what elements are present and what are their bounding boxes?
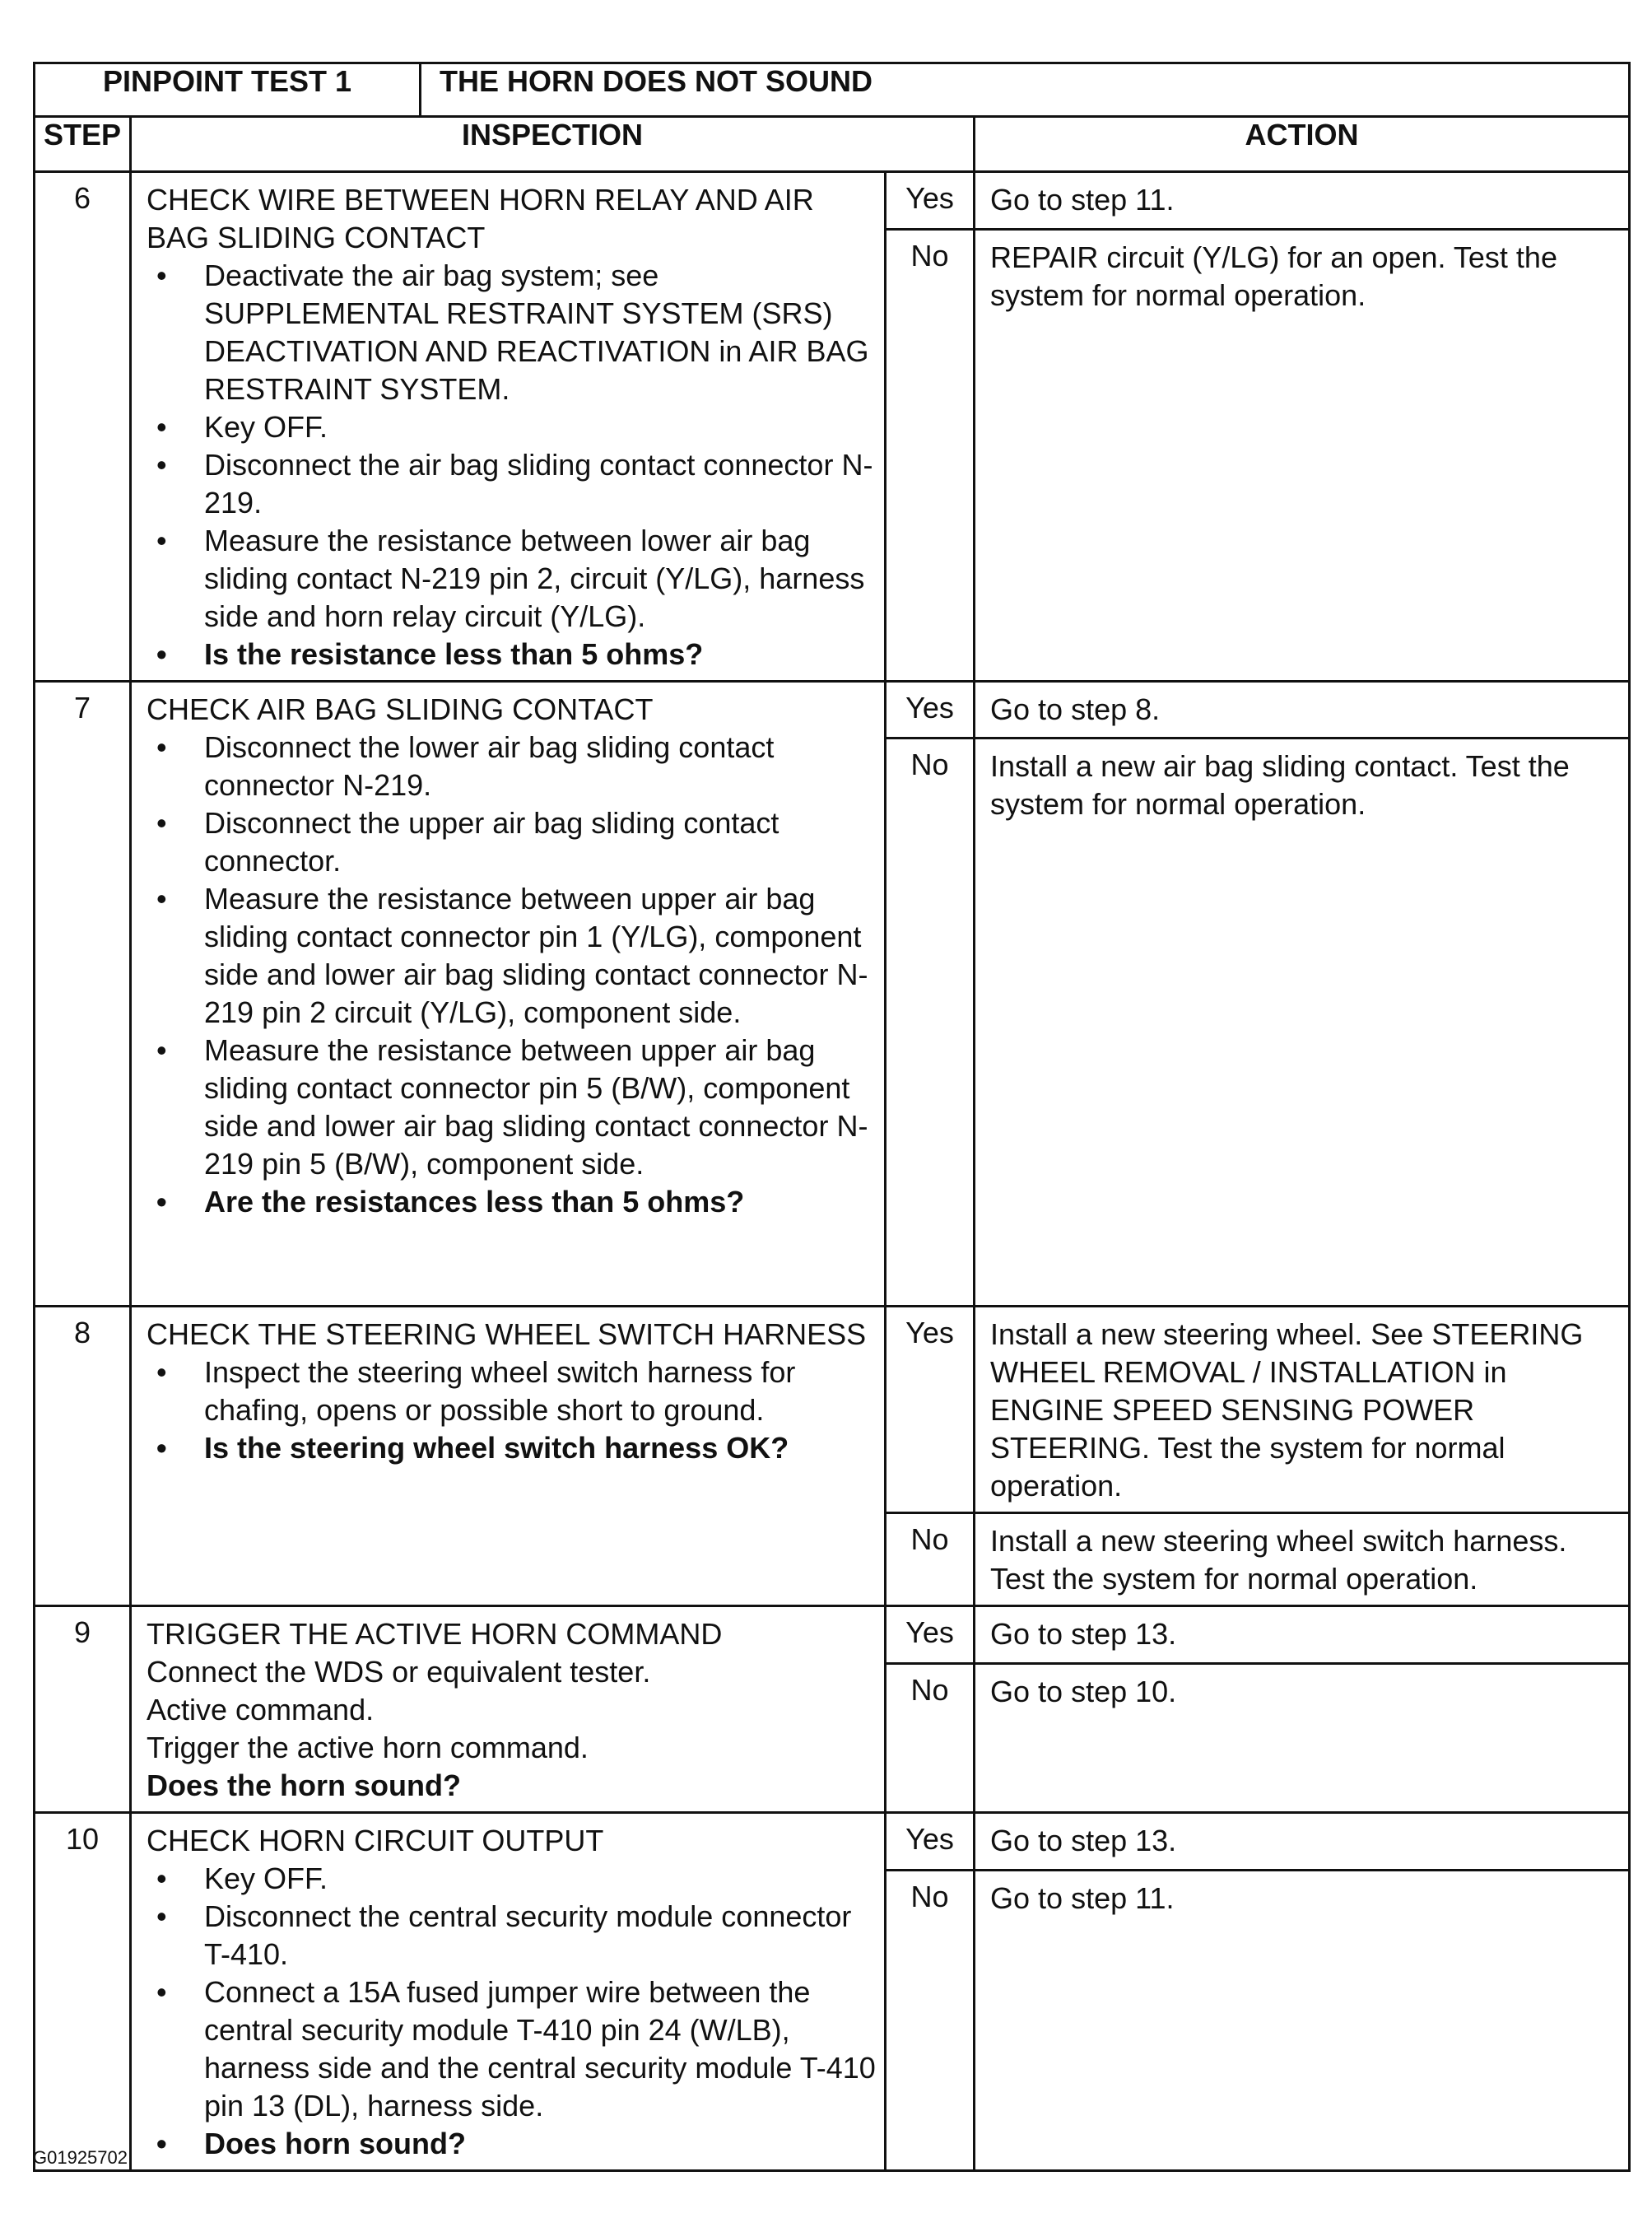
step-number: 6 [35, 172, 131, 682]
inspection-line: Connect the WDS or equivalent tester. [147, 1655, 651, 1689]
list-item: • Deactivate the air bag system; see SUPPLEMENTAL RESTRAINT SYSTEM (SRS) DEACTIVATION AND REACTIVATION in AIR BAG RESTRAINT SYSTEM. [147, 257, 876, 408]
inspection-cell [131, 1307, 886, 1606]
inspection-heading: CHECK THE STEERING WHEEL SWITCH HARNESS [147, 1317, 867, 1351]
no-action: Go to step 11. [975, 1870, 1630, 2170]
step-number: 7 [35, 682, 131, 1307]
table-row [35, 1606, 1630, 1664]
no-label: No [886, 1870, 975, 2170]
inspection-heading: CHECK HORN CIRCUIT OUTPUT [147, 1824, 604, 1857]
pinpoint-test-table [33, 62, 1631, 2172]
list-item: • Disconnect the upper air bag sliding contact connector. [147, 804, 876, 880]
list-item: • Measure the resistance between upper air bag sliding contact connector pin 5 (B/W), component side and lower air bag sliding contact connector N-219 pin 5 (B/W), component side. [147, 1032, 876, 1183]
no-action: REPAIR circuit (Y/LG) for an open. Test the system for normal operation. [975, 230, 1630, 682]
inspection-heading: TRIGGER THE ACTIVE HORN COMMAND [147, 1617, 723, 1651]
figure-code: G01925702 [33, 2147, 128, 2168]
list-item: • Key OFF. [147, 408, 876, 446]
list-item: • Inspect the steering wheel switch harness for chafing, opens or possible short to ground. [147, 1354, 876, 1429]
yes-label: Yes [886, 172, 975, 230]
no-action: Install a new air bag sliding contact. Test the system for normal operation. [975, 739, 1630, 1307]
inspection-line: Active command. [147, 1693, 375, 1726]
step-number: 8 [35, 1307, 131, 1606]
yes-action: Go to step 11. [975, 172, 1630, 230]
yes-label: Yes [886, 682, 975, 739]
list-item: • Connect a 15A fused jumper wire between the central security module T-410 pin 24 (W/LB), harness side and the central security module T-410 pin 13 (DL), harness side. [147, 1973, 876, 2125]
no-label: No [886, 739, 975, 1307]
test-label: PINPOINT TEST 1 [35, 63, 421, 117]
yes-action: Install a new steering wheel. See STEERING WHEEL REMOVAL / INSTALLATION in ENGINE SPEED SENSING POWER STEERING. Test the system for normal operation. [975, 1307, 1630, 1513]
yes-action: Go to step 8. [975, 682, 1630, 739]
yes-label: Yes [886, 1307, 975, 1513]
inspection-question: • Is the resistance less than 5 ohms? [147, 636, 876, 673]
table-row [35, 1813, 1630, 1871]
column-header-action: ACTION [975, 117, 1630, 172]
inspection-question: Does the horn sound? [147, 1768, 461, 1802]
inspection-steps [147, 257, 876, 673]
test-title: THE HORN DOES NOT SOUND [421, 63, 1630, 117]
yes-action: Go to step 13. [975, 1606, 1630, 1664]
no-label: No [886, 230, 975, 682]
no-label: No [886, 1513, 975, 1606]
step-number: 9 [35, 1606, 131, 1813]
inspection-steps [147, 729, 876, 1221]
inspection-question: • Is the steering wheel switch harness OK? [147, 1429, 876, 1467]
inspection-cell [131, 1813, 886, 2171]
column-header-inspection: INSPECTION [131, 117, 975, 172]
list-item: • Disconnect the central security module connector T-410. [147, 1898, 876, 1973]
inspection-line: Trigger the active horn command. [147, 1731, 589, 1764]
table-row [35, 1307, 1630, 1513]
no-action: Go to step 10. [975, 1663, 1630, 1812]
list-item: • Measure the resistance between lower air bag sliding contact N-219 pin 2, circuit (Y/LG), harness side and horn relay circuit (Y/LG). [147, 522, 876, 636]
inspection-cell [131, 1606, 886, 1813]
inspection-heading: CHECK AIR BAG SLIDING CONTACT [147, 692, 654, 726]
list-item: • Key OFF. [147, 1860, 876, 1898]
list-item: • Disconnect the air bag sliding contact connector N-219. [147, 446, 876, 522]
list-item: • Disconnect the lower air bag sliding contact connector N-219. [147, 729, 876, 804]
column-header-row [35, 117, 1630, 172]
table-row [35, 682, 1630, 739]
table-title-row [35, 63, 1630, 117]
inspection-question: • Does horn sound? [147, 2125, 876, 2163]
list-item: • Measure the resistance between upper air bag sliding contact connector pin 1 (Y/LG), component side and lower air bag sliding contact connector N-219 pin 2 circuit (Y/LG), component side. [147, 880, 876, 1032]
no-label: No [886, 1663, 975, 1812]
inspection-heading: CHECK WIRE BETWEEN HORN RELAY AND AIR BAG SLIDING CONTACT [147, 183, 814, 254]
column-header-step: STEP [35, 117, 131, 172]
inspection-steps [147, 1354, 876, 1467]
yes-label: Yes [886, 1813, 975, 1871]
inspection-cell [131, 682, 886, 1307]
inspection-question: • Are the resistances less than 5 ohms? [147, 1183, 876, 1221]
inspection-steps [147, 1860, 876, 2163]
no-action: Install a new steering wheel switch harness. Test the system for normal operation. [975, 1513, 1630, 1606]
yes-action: Go to step 13. [975, 1813, 1630, 1871]
table-row [35, 172, 1630, 230]
yes-label: Yes [886, 1606, 975, 1664]
inspection-cell [131, 172, 886, 682]
step-number: 10 [35, 1813, 131, 2171]
